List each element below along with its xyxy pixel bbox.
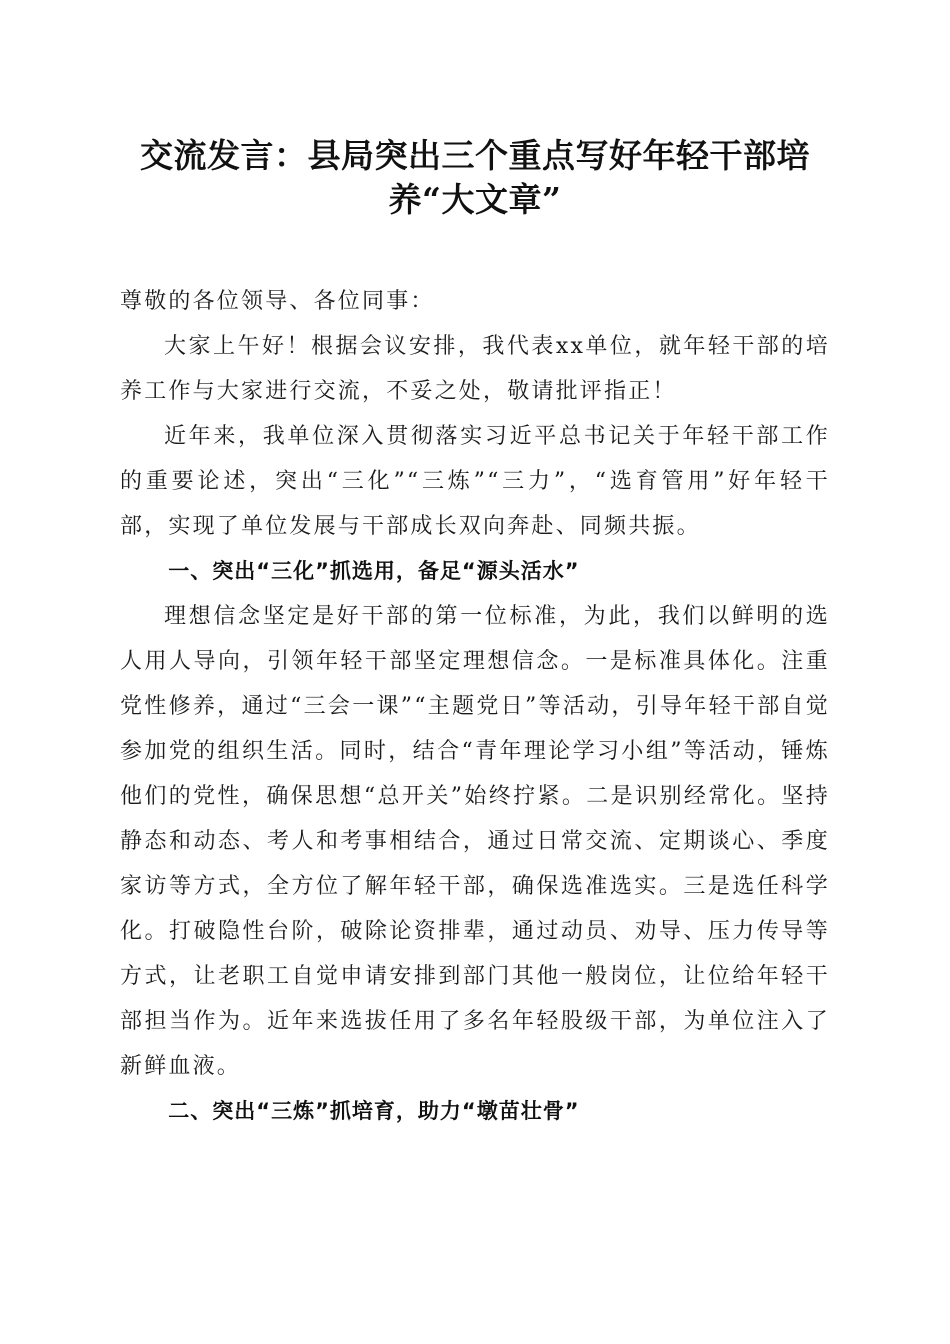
section-2-heading: 二、突出“三炼”抓培育，助力“墩苗壮骨” — [168, 1099, 580, 1123]
section-1-heading: 一、突出“三化”抓选用，备足“源头活水” — [168, 559, 580, 583]
title-line-2: 养“大文章” — [388, 180, 562, 219]
intro-paragraph: 大家上午好！根据会议安排，我代表xx单位，就年轻干部的培养工作与大家进行交流，不妥之处，敬请批评指正！ — [120, 334, 830, 404]
document-title — [120, 0, 830, 222]
document-body — [120, 279, 830, 1134]
section-1-paragraph: 理想信念坚定是好干部的第一位标准，为此，我们以鲜明的选人用人导向，引领年轻干部坚定理想信念。一是标准具体化。注重党性修养，通过“三会一课”“主题党日”等活动，引导年轻干部自觉参加党的组织生活。同时，结合“青年理论学习小组”等活动，锤炼他们的党性，确保思想“总开关”始终拧紧。二是识别经常化。坚持静态和动态、考人和考事相结合，通过日常交流、定期谈心、季度家访等方式，全方位了解年轻干部，确保选准选实。三是选任科学化。打破隐性台阶，破除论资排辈，通过动员、劝导、压力传导等方式，让老职工自觉申请安排到部门其他一般岗位，让位给年轻干部担当作为。近年来选拔任用了多名年轻股级干部，为单位注入了新鲜血液。 — [120, 604, 830, 1079]
overview-paragraph: 近年来，我单位深入贯彻落实习近平总书记关于年轻干部工作的重要论述，突出“三化”“三炼”“三力”，“选育管用”好年轻干部，实现了单位发展与干部成长双向奔赴、同频共振。 — [120, 424, 830, 539]
greeting: 尊敬的各位领导、各位同事： — [120, 289, 435, 314]
title-line-1: 交流发言：县局突出三个重点写好年轻干部培 — [140, 136, 810, 175]
